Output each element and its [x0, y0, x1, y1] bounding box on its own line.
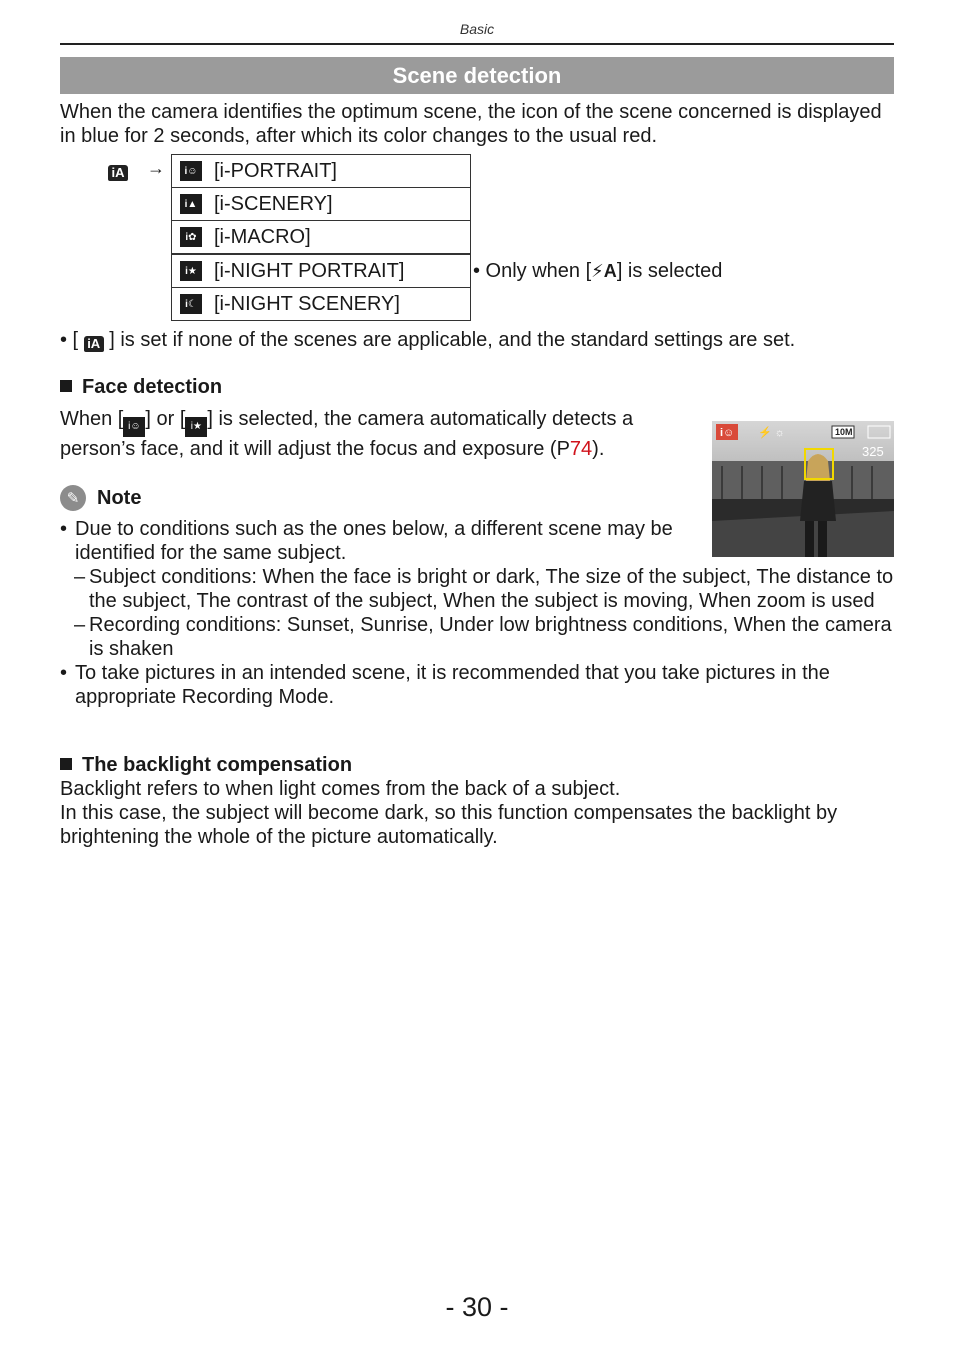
note-list — [60, 517, 894, 709]
face-detection-paragraph: When [ i☺ ] or [ i★ ] is selected, the camera automatically detects a person’s face, and it will adjust the focus and exposure (P74). — [60, 408, 634, 460]
intelligent-auto-icon: iA — [108, 162, 128, 181]
section-label: Basic — [459, 21, 495, 37]
i-scenery-icon: i▲ — [180, 194, 202, 214]
i-night-portrait-icon: i★ — [180, 261, 202, 281]
shots-remaining: 325 — [862, 444, 884, 459]
list-item: • To take pictures in an intended scene, it is recommended that you take pictures in the appropriate Recording Mode. — [60, 661, 894, 709]
list-subitem: – Subject conditions: When the face is bright or dark, The size of the subject, The distance to the subject, The contrast of the subject, When the subject is moving, When zoom is used — [60, 565, 894, 613]
backlight-heading: The backlight compensation — [60, 754, 352, 777]
intro-paragraph: When the camera identifies the optimum scene, the icon of the scene concerned is displayed in blue for 2 seconds, after which its color changes to the usual red. — [60, 101, 882, 147]
flash-auto-icon: ⚡A — [591, 261, 617, 281]
list-subitem: – Recording conditions: Sunset, Sunrise, Under low brightness conditions, When the camera is shaken — [60, 613, 894, 661]
svg-text:i☺: i☺ — [720, 427, 735, 439]
arrow-icon: → — [147, 158, 165, 178]
list-item: • Due to conditions such as the ones below, a different scene may be identified for the same subject. — [60, 517, 685, 565]
scene-label: [i-SCENERY] — [214, 192, 333, 215]
scene-row-portrait — [172, 155, 470, 188]
pencil-icon: ✎ — [60, 485, 86, 511]
page-link[interactable]: 74 — [569, 438, 593, 460]
scene-table — [171, 154, 471, 321]
face-detection-heading: Face detection — [60, 376, 222, 399]
scene-row-scenery — [172, 188, 470, 221]
square-bullet-icon — [60, 758, 72, 770]
scene-label: [i-NIGHT SCENERY] — [214, 292, 400, 315]
scene-row-macro — [172, 221, 470, 255]
i-night-portrait-icon: i★ — [185, 417, 207, 437]
scene-row-night-portrait — [172, 255, 470, 288]
page-number: - 30 - — [445, 1292, 509, 1322]
ia-default-note: • [ iA ] is set if none of the scenes are applicable, and the standard settings are set. — [60, 329, 796, 351]
scene-row-night-scenery — [172, 288, 470, 320]
scene-label: [i-PORTRAIT] — [214, 159, 337, 182]
only-when-note: • Only when [⚡A] is selected — [473, 260, 723, 282]
square-bullet-icon — [60, 380, 72, 392]
intelligent-auto-icon: iA — [84, 336, 104, 352]
scene-label: [i-MACRO] — [214, 225, 311, 248]
i-portrait-icon: i☺ — [180, 161, 202, 181]
svg-text:⚡ ☼: ⚡ ☼ — [758, 427, 785, 439]
svg-text:10M: 10M — [835, 427, 853, 437]
header-rule — [60, 43, 894, 45]
note-heading: ✎ Note — [60, 485, 141, 511]
i-night-scenery-icon: i☾ — [180, 294, 202, 314]
i-macro-icon: i✿ — [180, 227, 202, 247]
backlight-paragraph: Backlight refers to when light comes from the back of a subject. In this case, the subject will become dark, so this function compensates the backlight by brightening the whole of the picture automatically. — [60, 778, 838, 848]
i-portrait-icon: i☺ — [123, 417, 145, 437]
scene-label: [i-NIGHT PORTRAIT] — [214, 259, 405, 282]
page-title: Scene detection — [60, 57, 894, 94]
